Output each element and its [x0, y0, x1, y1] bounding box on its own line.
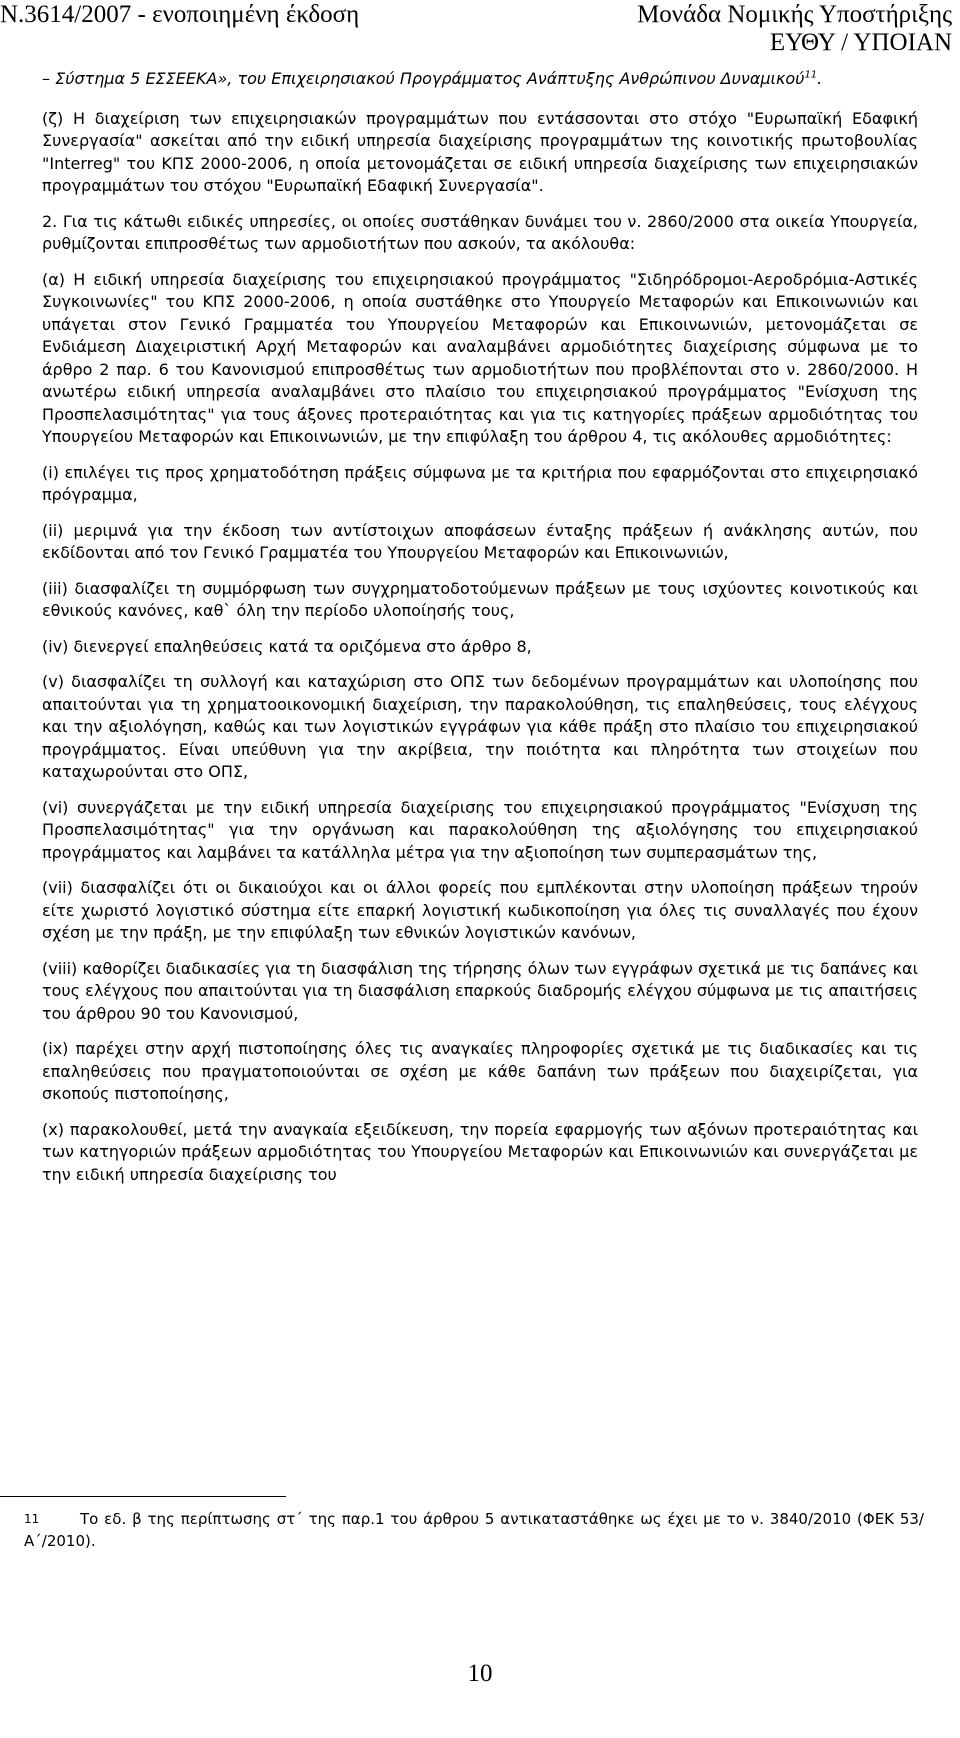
- item-v: (v) διασφαλίζει τη συλλογή και καταχώριση στο ΟΠΣ των δεδομένων προγραμμάτων και υλοποίησης που απαιτούνται για τη χρηματοοικονομική διαχείριση, την παρακολούθηση, τις επαληθεύσεις, τους ελέγχους και την αξιολόγηση, καθώς και των λογιστικών εγγράφων για κάθε πράξη στο πλαίσιο του επιχειρησιακού προγράμματος. Είναι υπεύθυνη για την ακρίβεια, την ποιότητα και πληρότητα των στοιχείων που καταχωρούνται στο ΟΠΣ,: [42, 672, 918, 781]
- document-header-unit: Μονάδα Νομικής Υποστήριξης: [637, 1, 952, 28]
- lead-end: .: [817, 69, 823, 88]
- paragraph-2: 2. Για τις κάτωθι ειδικές υπηρεσίες, οι οποίες συστάθηκαν δυνάμει του ν. 2860/2000 στα οικεία Υπουργεία, ρυθμίζονται επιπροσθέτως των αρμοδιοτήτων που ασκούν, τα ακόλουθα:: [42, 211, 918, 253]
- item-ii: (ii) μεριμνά για την έκδοση των αντίστοιχων αποφάσεων ένταξης πράξεων ή ανάκλησης αυτών, που εκδίδονται από τον Γενικό Γραμματέα του Υπουργείου Μεταφορών και Επικοινωνιών,: [42, 520, 918, 562]
- footnote-ref[interactable]: 11: [804, 69, 818, 81]
- lead-text: – Σύστημα 5 ΕΣΣΕΕΚΑ», του Επιχειρησιακού Προγράμματος Ανάπτυξης Ανθρώπινου Δυναμικού: [42, 69, 805, 88]
- footnote: [24, 1508, 924, 1552]
- document-body: [42, 68, 918, 1199]
- paragraph-z: (ζ) Η διαχείριση των επιχειρησιακών προγραμμάτων που εντάσσονται στο στόχο "Ευρωπαϊκή Εδαφική Συνεργασία" ασκείται από την ειδική υπηρεσία διαχείρισης προγραμμάτων της κοινοτικής πρωτοβουλίας "Interreg" του ΚΠΣ 2000-2006, η οποία μετονομάζεται σε ειδική υπηρεσία διαχείρισης των επιχειρησιακών προγραμμάτων του στόχου "Ευρωπαϊκή Εδαφική Συνεργασία".: [42, 108, 918, 195]
- item-iv: (iv) διενεργεί επαληθεύσεις κατά τα οριζόμενα στο άρθρο 8,: [42, 636, 532, 656]
- item-vi: (vi) συνεργάζεται με την ειδική υπηρεσία διαχείρισης του επιχειρησιακού προγράμματος "Ενίσχυση της Προσπελασιμότητας" για την οργάνωση και παρακολούθηση της αξιολόγησης του επιχειρησιακού προγράμματος και λαμβάνει τα κατάλληλα μέτρα για την αξιοποίηση των συμπερασμάτων της,: [42, 797, 918, 862]
- footnote-divider: [0, 1496, 286, 1497]
- item-viii: (viii) καθορίζει διαδικασίες για τη διασφάλιση της τήρησης όλων των εγγράφων σχετικά με τις δαπάνες και τους ελέγχους που απαιτούνται για τη διασφάλιση επαρκούς διαδρομής ελέγχου σύμφωνα με τις απαιτήσεις του άρθρου 90 του Κανονισμού,: [42, 958, 918, 1023]
- document-header-department: ΕΥΘΥ / ΥΠΟΙΑΝ: [769, 29, 952, 56]
- footnote-text: Το εδ. β της περίπτωσης στ΄ της παρ.1 του άρθρου 5 αντικαταστάθηκε ως έχει με το ν. 3840/2010 (ΦΕΚ 53/Α΄/2010).: [24, 1510, 924, 1550]
- item-x: (x) παρακολουθεί, μετά την αναγκαία εξειδίκευση, την πορεία εφαρμογής των αξόνων προτεραιότητας και των κατηγοριών πράξεων αρμοδιότητας του Υπουργείου Μεταφορών και Επικοινωνιών και συνεργάζεται με την ειδική υπηρεσία διαχείρισης του: [42, 1119, 918, 1184]
- page-number: 10: [467, 1660, 493, 1687]
- paragraph-a: (α) Η ειδική υπηρεσία διαχείρισης του επιχειρησιακού προγράμματος "Σιδηρόδρομοι-Αεροδρόμια-Αστικές Συγκοινωνίες" του ΚΠΣ 2000-2006, η οποία συστάθηκε στο Υπουργείο Μεταφορών και Επικοινωνιών και υπάγεται στον Γενικό Γραμματέα του Υπουργείου Μεταφορών και Επικοινωνιών, μετονομάζεται σε Ενδιάμεση Διαχειριστική Αρχή Μεταφορών και αναλαμβάνει αρμοδιότητες διαχείρισης σύμφωνα με το άρθρο 2 παρ. 6 του Κανονισμού επιπροσθέτως των αρμοδιοτήτων που προβλέπονται στο ν. 2860/2000. Η ανωτέρω ειδική υπηρεσία αναλαμβάνει στο πλαίσιο του επιχειρησιακού προγράμματος "Ενίσχυση της Προσπελασιμότητας" για τους άξονες προτεραιότητας και για τις κατηγορίες πράξεων αρμοδιότητας του Υπουργείου Μεταφορών και Επικοινωνιών, με την επιφύλαξη του άρθρου 4, τις ακόλουθες αρμοδιότητες:: [42, 269, 918, 446]
- item-i: (i) επιλέγει τις προς χρηματοδότηση πράξεις σύμφωνα με τα κριτήρια που εφαρμόζονται στο επιχειρησιακό πρόγραμμα,: [42, 462, 918, 504]
- item-vii: (vii) διασφαλίζει ότι οι δικαιούχοι και οι άλλοι φορείς που εμπλέκονται στην υλοποίηση πράξεων τηρούν είτε χωριστό λογιστικό σύστημα είτε επαρκή λογιστική κωδικοποίηση για όλες τις συναλλαγές που έχουν σχέση με την πράξη, με την επιφύλαξη των εθνικών λογιστικών κανόνων,: [42, 878, 918, 942]
- document-header-left: Ν.3614/2007 - ενοποιημένη έκδοση: [0, 1, 360, 28]
- item-ix: (ix) παρέχει στην αρχή πιστοποίησης όλες τις αναγκαίες πληροφορίες σχετικά με τις διαδικασίες και τις επαληθεύσεις που πραγματοποιούνται σε σχέση με κάθε δαπάνη των πράξεων που διαχειρίζεται, για σκοπούς πιστοποίησης,: [42, 1039, 918, 1103]
- lead-paragraph: [42, 68, 918, 91]
- footnote-number: 11: [24, 1512, 40, 1526]
- item-iii: (iii) διασφαλίζει τη συμμόρφωση των συγχρηματοδοτούμενων πράξεων με τους ισχύοντες κοινοτικούς και εθνικούς κανόνες, καθ` όλη την περίοδο υλοποίησής τους,: [42, 578, 918, 620]
